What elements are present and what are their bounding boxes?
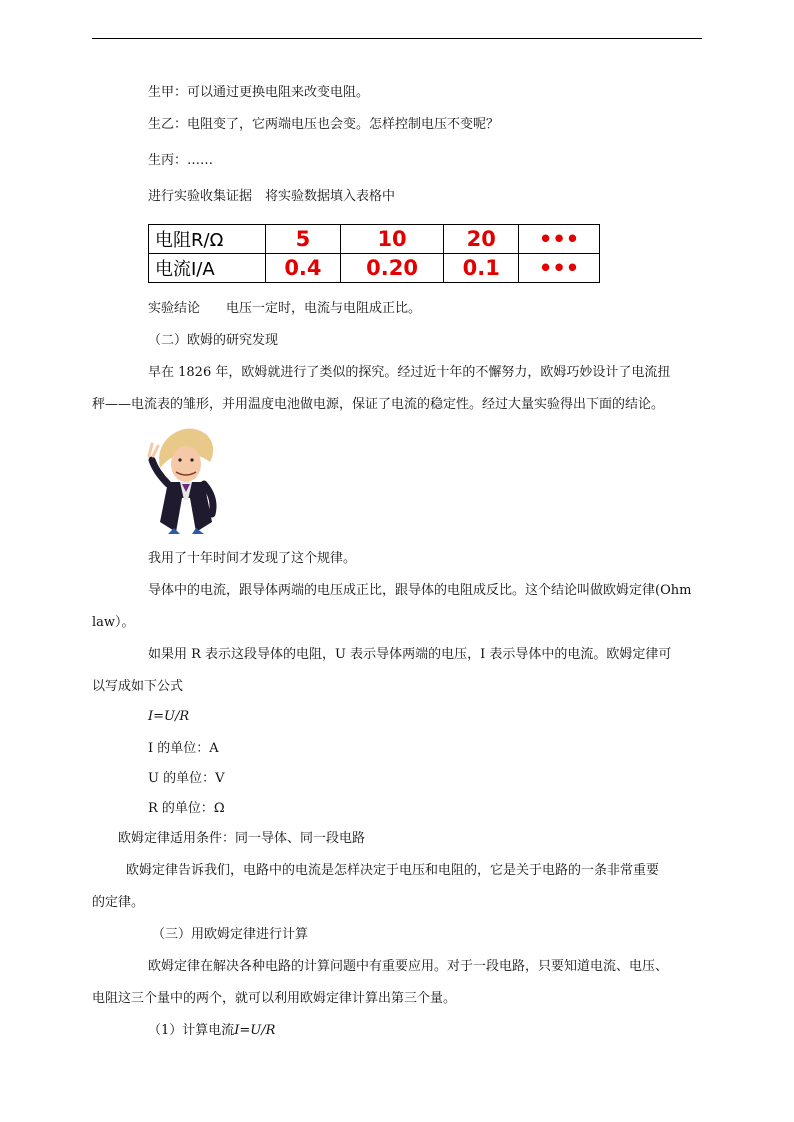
table-cell: 20 bbox=[444, 225, 519, 254]
applicable-conditions: 欧姆定律适用条件：同一导体、同一段电路 bbox=[118, 831, 366, 846]
header-rule bbox=[92, 38, 702, 39]
paragraph-calculation-2: 电阻这三个量中的两个，就可以利用欧姆定律计算出第三个量。 bbox=[92, 991, 457, 1006]
table-cell: ••• bbox=[519, 225, 600, 254]
ohm-cartoon-figure bbox=[146, 424, 230, 536]
paragraph-significance-1: 欧姆定律告诉我们，电路中的电流是怎样决定于电压和电阻的，它是关于电路的一条非常重要 bbox=[126, 863, 660, 878]
ohm-formula: I=U/R bbox=[148, 709, 190, 724]
paragraph-ohm-history-2: 秤——电流表的雏形，并用温度电池做电源，保证了电流的稳定性。经过大量实验得出下面的结论。 bbox=[92, 397, 665, 412]
paragraph-symbols-2: 以写成如下公式 bbox=[92, 679, 184, 694]
ohm-quote: 我用了十年时间才发现了这个规律。 bbox=[148, 551, 357, 566]
paragraph-student-a: 生甲：可以通过更换电阻来改变电阻。 bbox=[148, 85, 370, 100]
table-row-label-current: 电流I/A bbox=[149, 254, 266, 283]
paragraph-ohm-law-1: 导体中的电流，跟导体两端的电压成正比，跟导体的电阻成反比。这个结论叫做欧姆定律(Ohm bbox=[148, 583, 692, 598]
calc-current-heading bbox=[148, 1022, 275, 1040]
table-cell: 10 bbox=[340, 225, 443, 254]
calc-current-formula: I=U/R bbox=[234, 1023, 276, 1038]
table-cell: 5 bbox=[266, 225, 341, 254]
table-row bbox=[149, 225, 600, 254]
paragraph-ohm-history-1: 早在 1826 年，欧姆就进行了类似的探究。经过近十年的不懈努力，欧姆巧妙设计了电流扭 bbox=[148, 365, 671, 380]
unit-voltage: U 的单位：V bbox=[148, 771, 225, 786]
table-cell: ••• bbox=[519, 254, 600, 283]
paragraph-ohm-law-2: law）。 bbox=[92, 615, 135, 630]
unit-resistance: R 的单位：Ω bbox=[148, 801, 225, 816]
paragraph-student-b: 生乙：电阻变了，它两端电压也会变。怎样控制电压不变呢？ bbox=[148, 117, 500, 132]
paragraph-student-c: 生丙：…… bbox=[148, 153, 214, 168]
paragraph-symbols-1: 如果用 R 表示这段导体的电阻，U 表示导体两端的电压，I 表示导体中的电流。欧姆定律可 bbox=[148, 647, 672, 662]
table-cell: 0.20 bbox=[340, 254, 443, 283]
calc-current-label: （1）计算电流 bbox=[148, 1023, 235, 1038]
table-cell: 0.1 bbox=[444, 254, 519, 283]
table-row-label-resistance: 电阻R/Ω bbox=[149, 225, 266, 254]
paragraph-significance-2: 的定律。 bbox=[92, 895, 145, 910]
paragraph-calculation-1: 欧姆定律在解决各种电路的计算问题中有重要应用。对于一段电路，只要知道电流、电压、 bbox=[148, 959, 669, 974]
data-table bbox=[148, 224, 600, 283]
table-row bbox=[149, 254, 600, 283]
paragraph-experiment: 进行实验收集证据 将实验数据填入表格中 bbox=[148, 189, 396, 204]
unit-current: I 的单位：A bbox=[148, 741, 219, 756]
section-heading-3: （三）用欧姆定律进行计算 bbox=[152, 927, 309, 942]
table-cell: 0.4 bbox=[266, 254, 341, 283]
paragraph-conclusion: 实验结论 电压一定时，电流与电阻成正比。 bbox=[148, 301, 422, 316]
section-heading-2: （二）欧姆的研究发现 bbox=[148, 333, 279, 348]
